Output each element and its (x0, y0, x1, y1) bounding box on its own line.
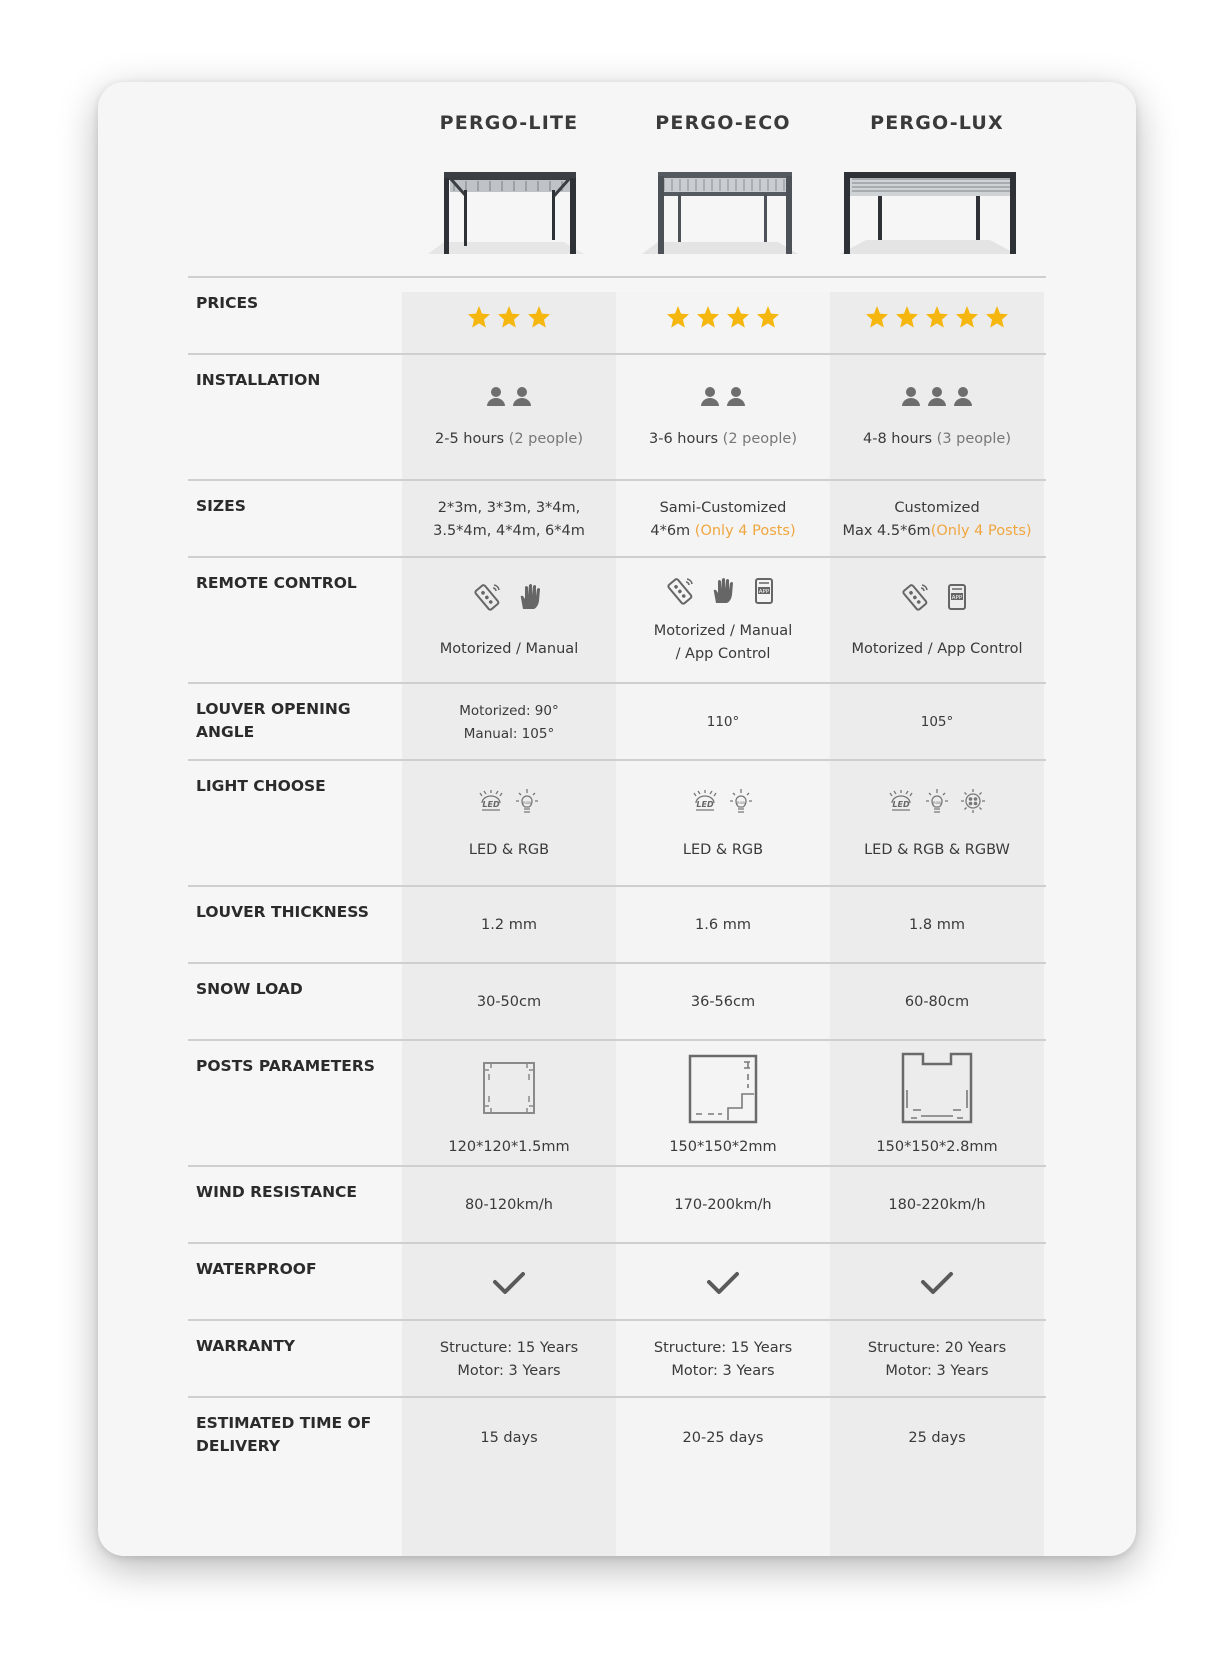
post-profile-lite-icon (481, 1060, 537, 1116)
snow-value: 30-50cm (476, 994, 542, 1010)
remote-icon (901, 582, 931, 612)
rgb-bulb-icon (513, 787, 541, 815)
delivery-cell-lux (830, 1398, 1044, 1478)
rgb-bulb-icon (727, 787, 755, 815)
remote-cell-eco (616, 558, 830, 684)
star-icon (865, 305, 889, 329)
hand-icon (708, 576, 738, 606)
pergola-eco-image (638, 168, 808, 258)
control-icons (666, 576, 780, 606)
post-profile-lux-icon (901, 1052, 973, 1124)
row-label: ESTIMATED TIME OF DELIVERY (196, 1414, 372, 1455)
person-icon (953, 386, 973, 406)
svg-text:LED: LED (696, 799, 714, 809)
posts-cell-lite (402, 1041, 616, 1167)
angle-cell-eco (616, 684, 830, 761)
person-icon (486, 386, 506, 406)
remote-text: Motorized / Manual (653, 623, 793, 639)
hours: 3-6 hours (649, 430, 719, 447)
people-count: (2 people) (508, 430, 583, 447)
sizes-line: Customized (894, 499, 980, 516)
row-warranty (188, 1319, 1046, 1398)
star-icon (955, 305, 979, 329)
angle-line: Motorized: 90° (459, 702, 559, 719)
waterproof-cell-lux (830, 1244, 1044, 1321)
warranty-structure: Structure: 15 Years (439, 1339, 579, 1356)
row-louver-angle (188, 682, 1046, 761)
sizes-cell-eco (616, 481, 830, 558)
led-light-icon (887, 787, 915, 815)
posts-value: 150*150*2mm (669, 1138, 777, 1155)
row-remote-control (188, 556, 1046, 684)
person-icon (726, 386, 746, 406)
product-name: PERGO-ECO (655, 112, 791, 134)
delivery-value: 20-25 days (682, 1429, 764, 1446)
remote-icon (666, 576, 696, 606)
angle-line: Manual: 105° (463, 725, 555, 742)
warranty-cell-eco (616, 1321, 830, 1398)
post-profile-eco-icon (688, 1054, 758, 1124)
checkmark-icon (706, 1270, 740, 1296)
sizes-note: (Only 4 Posts) (930, 522, 1032, 539)
light-cell-lux (830, 761, 1044, 887)
pergola-lux-image (840, 168, 1020, 258)
row-delivery (188, 1396, 1046, 1478)
warranty-cell-lux (830, 1321, 1044, 1398)
people-icons (700, 386, 746, 406)
warranty-structure: Structure: 15 Years (653, 1339, 793, 1356)
thickness-value: 1.2 mm (481, 917, 537, 933)
light-icons (477, 787, 541, 815)
waterproof-cell-lite (402, 1244, 616, 1321)
row-label: LOUVER THICKNESS (196, 903, 369, 921)
snow-cell-lite (402, 964, 616, 1041)
thickness-value: 1.8 mm (909, 917, 965, 933)
row-label: WATERPROOF (196, 1260, 317, 1278)
comparison-card (98, 82, 1136, 1556)
wind-cell-lite (402, 1167, 616, 1244)
product-name: PERGO-LITE (439, 112, 579, 134)
star-icon (726, 305, 750, 329)
checkmark-icon (920, 1270, 954, 1296)
row-label: PRICES (196, 294, 259, 312)
sizes-cell-lux (830, 481, 1044, 558)
row-label: LIGHT CHOOSE (196, 777, 326, 795)
svg-text:RGB: RGB (523, 800, 531, 805)
snow-value: 60-80cm (904, 994, 970, 1010)
star-icon (985, 305, 1009, 329)
wind-cell-lux (830, 1167, 1044, 1244)
led-light-icon (691, 787, 719, 815)
person-icon (901, 386, 921, 406)
remote-text: Motorized / Manual (439, 640, 579, 657)
pergola-lite-image (424, 168, 594, 258)
thickness-cell-lite (402, 887, 616, 964)
row-light-choose (188, 759, 1046, 887)
hand-icon (515, 582, 545, 612)
wind-value: 170-200km/h (674, 1197, 772, 1213)
person-icon (700, 386, 720, 406)
product-name: PERGO-LUX (870, 112, 1004, 134)
thickness-cell-lux (830, 887, 1044, 964)
angle-value: 105° (920, 714, 954, 730)
installation-cell-eco (616, 355, 830, 481)
sizes-line: Max 4.5*6m (842, 522, 931, 539)
row-waterproof (188, 1242, 1046, 1321)
row-posts-parameters (188, 1039, 1046, 1167)
svg-text:RGB: RGB (933, 800, 941, 805)
row-installation (188, 353, 1046, 481)
prices-cell-eco (616, 278, 830, 355)
delivery-cell-eco (616, 1398, 830, 1478)
sizes-line: Sami-Customized (659, 499, 787, 516)
people-icons (486, 386, 532, 406)
svg-text:LED: LED (892, 799, 910, 809)
row-label: WARRANTY (196, 1337, 296, 1355)
snow-cell-lux (830, 964, 1044, 1041)
svg-text:APP: APP (951, 594, 963, 601)
row-label: POSTS PARAMETERS (196, 1057, 375, 1075)
warranty-motor: Motor: 3 Years (457, 1362, 561, 1379)
snow-cell-eco (616, 964, 830, 1041)
row-snow-load (188, 962, 1046, 1041)
thickness-value: 1.6 mm (695, 917, 751, 933)
control-icons (901, 582, 973, 612)
posts-cell-lux (830, 1041, 1044, 1167)
prices-cell-lite (402, 278, 616, 355)
star-icon (467, 305, 491, 329)
row-label: WIND RESISTANCE (196, 1183, 358, 1201)
installation-cell-lite (402, 355, 616, 481)
row-louver-thickness (188, 885, 1046, 964)
star-rating (467, 305, 551, 329)
light-icons (691, 787, 755, 815)
wind-value: 80-120km/h (465, 1197, 553, 1213)
light-text: LED & RGB (468, 841, 550, 858)
warranty-structure: Structure: 20 Years (867, 1339, 1007, 1356)
delivery-cell-lite (402, 1398, 616, 1478)
led-light-icon (477, 787, 505, 815)
angle-cell-lux (830, 684, 1044, 761)
people-count: (3 people) (936, 430, 1011, 447)
svg-text:RGB: RGB (737, 800, 745, 805)
star-icon (756, 305, 780, 329)
app-icon (750, 576, 780, 606)
rgb-bulb-icon (923, 787, 951, 815)
posts-value: 150*150*2.8mm (876, 1138, 998, 1155)
star-icon (497, 305, 521, 329)
light-text: LED & RGB (682, 841, 764, 858)
person-icon (927, 386, 947, 406)
row-label: SNOW LOAD (196, 980, 303, 998)
posts-cell-eco (616, 1041, 830, 1167)
light-cell-eco (616, 761, 830, 887)
wind-value: 180-220km/h (888, 1197, 986, 1213)
checkmark-icon (492, 1270, 526, 1296)
rgbw-light-icon (959, 787, 987, 815)
row-prices (188, 276, 1046, 355)
remote-cell-lux (830, 558, 1044, 684)
delivery-value: 15 days (480, 1429, 538, 1446)
star-icon (666, 305, 690, 329)
svg-text:APP: APP (758, 589, 770, 595)
star-icon (696, 305, 720, 329)
prices-cell-lux (830, 278, 1044, 355)
sizes-note: (Only 4 Posts) (694, 522, 796, 539)
sizes-line: 3.5*4m, 4*4m, 6*4m (433, 522, 585, 539)
delivery-value: 25 days (908, 1429, 966, 1446)
waterproof-cell-eco (616, 1244, 830, 1321)
sizes-line: 2*3m, 3*3m, 3*4m, (437, 499, 581, 516)
angle-value: 110° (706, 714, 740, 730)
app-icon (943, 582, 973, 612)
remote-icon (473, 582, 503, 612)
snow-value: 36-56cm (690, 994, 756, 1010)
light-icons (887, 787, 987, 815)
row-sizes (188, 479, 1046, 558)
sizes-cell-lite (402, 481, 616, 558)
hours: 4-8 hours (863, 430, 933, 447)
remote-text: Motorized / App Control (851, 640, 1023, 657)
people-count: (2 people) (722, 430, 797, 447)
row-wind-resistance (188, 1165, 1046, 1244)
angle-cell-lite (402, 684, 616, 761)
control-icons (473, 582, 545, 612)
row-label: LOUVER OPENING ANGLE (196, 700, 351, 741)
remote-text: / App Control (675, 646, 771, 662)
installation-cell-lux (830, 355, 1044, 481)
star-rating (865, 305, 1009, 329)
hours: 2-5 hours (435, 430, 505, 447)
star-icon (925, 305, 949, 329)
wind-cell-eco (616, 1167, 830, 1244)
warranty-cell-lite (402, 1321, 616, 1398)
sizes-line: 4*6m (650, 522, 695, 539)
star-icon (895, 305, 919, 329)
thickness-cell-eco (616, 887, 830, 964)
row-label: REMOTE CONTROL (196, 574, 357, 592)
warranty-motor: Motor: 3 Years (671, 1362, 775, 1379)
row-label: SIZES (196, 497, 246, 515)
people-icons (901, 386, 973, 406)
posts-value: 120*120*1.5mm (448, 1138, 570, 1155)
light-cell-lite (402, 761, 616, 887)
warranty-motor: Motor: 3 Years (885, 1362, 989, 1379)
row-label: INSTALLATION (196, 371, 321, 389)
light-text: LED & RGB & RGBW (864, 841, 1010, 858)
star-icon (527, 305, 551, 329)
star-rating (666, 305, 780, 329)
svg-text:LED: LED (482, 799, 500, 809)
person-icon (512, 386, 532, 406)
remote-cell-lite (402, 558, 616, 684)
